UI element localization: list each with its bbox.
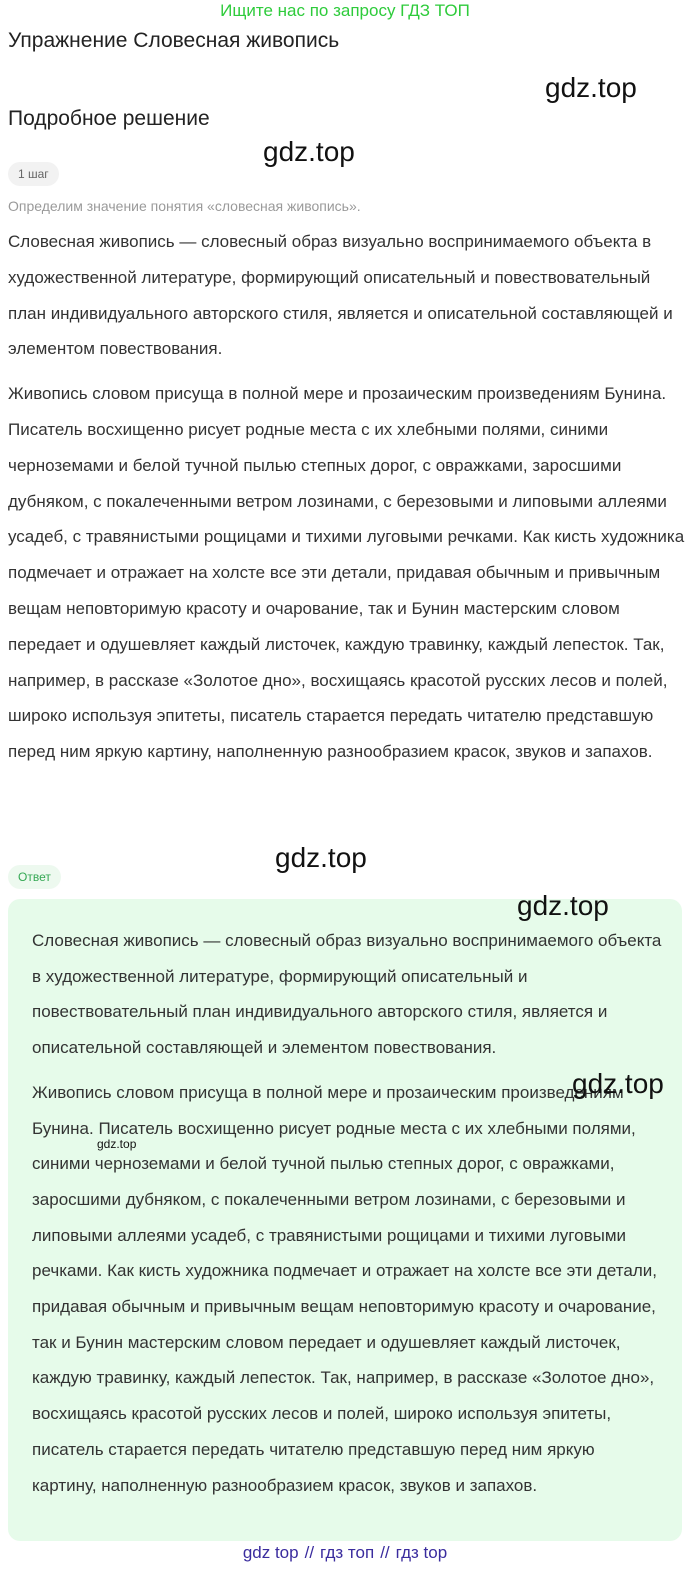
page-title: Упражнение Словесная живопись — [8, 29, 340, 52]
search-banner: Ищите нас по запросу ГДЗ ТОП — [220, 1, 470, 20]
answer-paragraph: Словесная живопись — словесный образ визуально воспринимаемого объекта в художественной литературе, формирующий описательный и повествовательный план индивидуального авторского стиля, является и описательной составляющей и элементом повествования. — [32, 931, 662, 1058]
footer-separator: // — [304, 1543, 315, 1562]
watermark: gdz.top — [545, 72, 637, 103]
footer-separator: // — [380, 1543, 390, 1562]
watermark: gdz.top — [97, 1137, 137, 1151]
section-title: Подробное решение — [8, 107, 210, 130]
footer-link-gdz-top-mixed[interactable]: гдз top — [395, 1543, 448, 1562]
solution-paragraph: Словесная живопись — словесный образ визуально воспринимаемого объекта в художественной литературе, формирующий описательный и повествовательный план индивидуального авторского стиля, является и описательной составляющей и элементом повествования. — [8, 232, 673, 359]
footer-link-gdz-top[interactable]: gdz top — [242, 1543, 299, 1562]
solution-body — [8, 224, 688, 779]
answer-body — [32, 923, 662, 1512]
solution-paragraph: Живопись словом присуща в полной мере и прозаическим произведениям Бунина. Писатель восхищенно рисует родные места с их хлебными полями, синими черноземами и белой тучной пылью степных дорог, с овражками, заросшими дубняком, с покалеченными ветром лозинами, с березовыми и липовыми аллеями усадеб, с травянистыми рощицами и тихими луговыми речками. Как кисть художника подмечает и отражает на холсте все эти детали, придавая обычным и привычным вещам неповторимую красоту и очарование, так и Бунин мастерским словом передает и одушевляет каждый листочек, каждую травинку, каждый лепесток. Так, например, в рассказе «Золотое дно», восхищаясь красотой русских лесов и полей, широко используя эпитеты, писатель старается передать читателю представшую перед ним яркую картину, наполненную разнообразием красок, звуков и запахов. — [8, 384, 685, 762]
answer-badge: Ответ — [8, 865, 61, 889]
watermark: gdz.top — [517, 890, 609, 921]
watermark: gdz.top — [263, 136, 355, 167]
watermark: gdz.top — [572, 1068, 664, 1099]
answer-paragraph: Живопись словом присуща в полной мере и прозаическим произведениям Бунина. Писатель восхищенно рисует родные места с их хлебными полями, синими черноземами и белой тучной пылью степных дорог, с овражками, заросшими дубняком, с покалеченными ветром лозинами, с березовыми и липовыми аллеями усадеб, с травянистыми рощицами и тихими луговыми речками. Как кисть художника подмечает и отражает на холсте все эти детали, придавая обычным и привычным вещам неповторимую красоту и очарование, так и Бунин мастерским словом передает и одушевляет каждый листочек, каждую травинку, каждый лепесток. Так, например, в рассказе «Золотое дно», восхищаясь красотой русских лесов и полей, широко используя эпитеты, писатель старается передать читателю представшую перед ним яркую картину, наполненную разнообразием красок, звуков и запахов. — [32, 1082, 657, 1495]
watermark: gdz.top — [275, 842, 367, 873]
step-hint: Определим значение понятия «словесная живопись». — [8, 198, 361, 214]
step-badge: 1 шаг — [8, 162, 59, 186]
footer-link-gdz-top-ru[interactable]: гдз топ — [320, 1543, 375, 1562]
footer-links — [0, 1543, 690, 1563]
